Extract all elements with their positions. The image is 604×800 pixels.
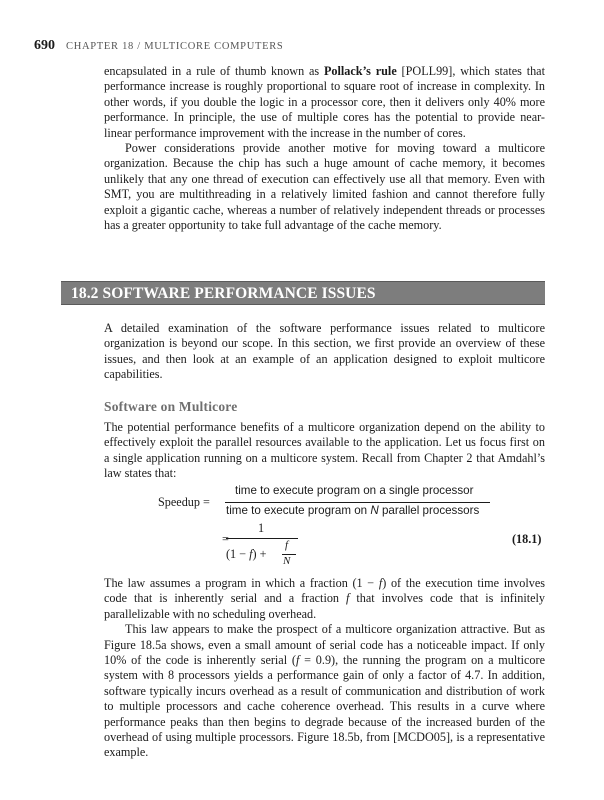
equation-number: (18.1) bbox=[512, 532, 542, 546]
small-n: N bbox=[283, 555, 291, 567]
fraction-bar-1 bbox=[225, 502, 490, 503]
paragraph-law-assumption: The law assumes a program in which a fraction (1 − f) of the execution time involves code that is inherently serial and a fraction f that involves code that is infinitely parallelizable with no scheduling overhead. bbox=[104, 576, 545, 621]
subsection-title: Software on Multicore bbox=[104, 399, 238, 414]
intro-block bbox=[104, 64, 545, 233]
small-f: f bbox=[285, 539, 289, 551]
running-head: CHAPTER 18 / MULTICORE COMPUTERS bbox=[66, 41, 284, 52]
equation-numerator-2: 1 bbox=[258, 521, 265, 535]
section-heading-bar bbox=[61, 281, 545, 305]
paragraph-power: Power considerations provide another motive for moving toward a multicore organization. Because the chip has such a huge amount of cache memory, it becomes unlikely that any one thread of execution can effectively use all that memory. Even with SMT, you are multithreading in a relatively limited fashion and cannot therefore fully exploit a gigantic cache, whereas a number of relatively independent threads or processes has a greater opportunity to take full advantage of the cache memory. bbox=[104, 141, 545, 233]
closing-block bbox=[104, 576, 545, 761]
pollack-rule-term: Pollack’s rule bbox=[323, 64, 397, 78]
page-number: 690 bbox=[34, 38, 55, 53]
page-header bbox=[34, 36, 283, 54]
section-title: 18.2 SOFTWARE PERFORMANCE ISSUES bbox=[71, 285, 376, 302]
equation-lhs: Speedup = bbox=[158, 495, 210, 509]
equation-denominator-1: time to execute program on N parallel processors bbox=[226, 504, 480, 517]
equation-numerator-1: time to execute program on a single processor bbox=[235, 484, 474, 497]
paragraph-pollack: encapsulated in a rule of thumb known as Pollack’s rule [POLL99], which states that performance increase is roughly proportional to square root of increase in complexity. In other words, if you double the logic in a processor core, then it delivers only 40% more performance. In principle, the use of multiple cores has the potential to provide near-linear performance improvement with the increase in the number of cores. bbox=[104, 64, 545, 140]
equation-denominator-2: (1 − f) + bbox=[226, 547, 267, 561]
paragraph-figure-18-5: This law appears to make the prospect of a multicore organization attractive. But as Figure 18.5a shows, even a small amount of serial code has a noticeable impact. If only 10% of the code is inherently serial (f = 0.9), the running the program on a multicore system with 8 processors yields a performance gain of only a factor of 4.7. In addition, software typically incurs overhead as a result of communication and distribution of work to multiple processors and cache coherence overhead. This results in a curve where performance peaks than then begins to degrade because of the increased burden of the overhead of using multiple processors. Figure 18.5b, from [MCDO05], is a representative example. bbox=[104, 622, 545, 760]
paragraph-overview: A detailed examination of the software performance issues related to multicore organization is beyond our scope. In this section, we first provide an overview of these issues, and then look at an example of an application designed to exploit multicore capabilities. bbox=[104, 321, 545, 382]
paragraph-amdahl: The potential performance benefits of a multicore organization depend on the ability to effectively exploit the parallel resources available to the application. Let us focus first on a single application running on a multicore system. Recall from Chapter 2 that Amdahl’s law states that: bbox=[104, 420, 545, 481]
equals-sign: = bbox=[222, 532, 229, 546]
